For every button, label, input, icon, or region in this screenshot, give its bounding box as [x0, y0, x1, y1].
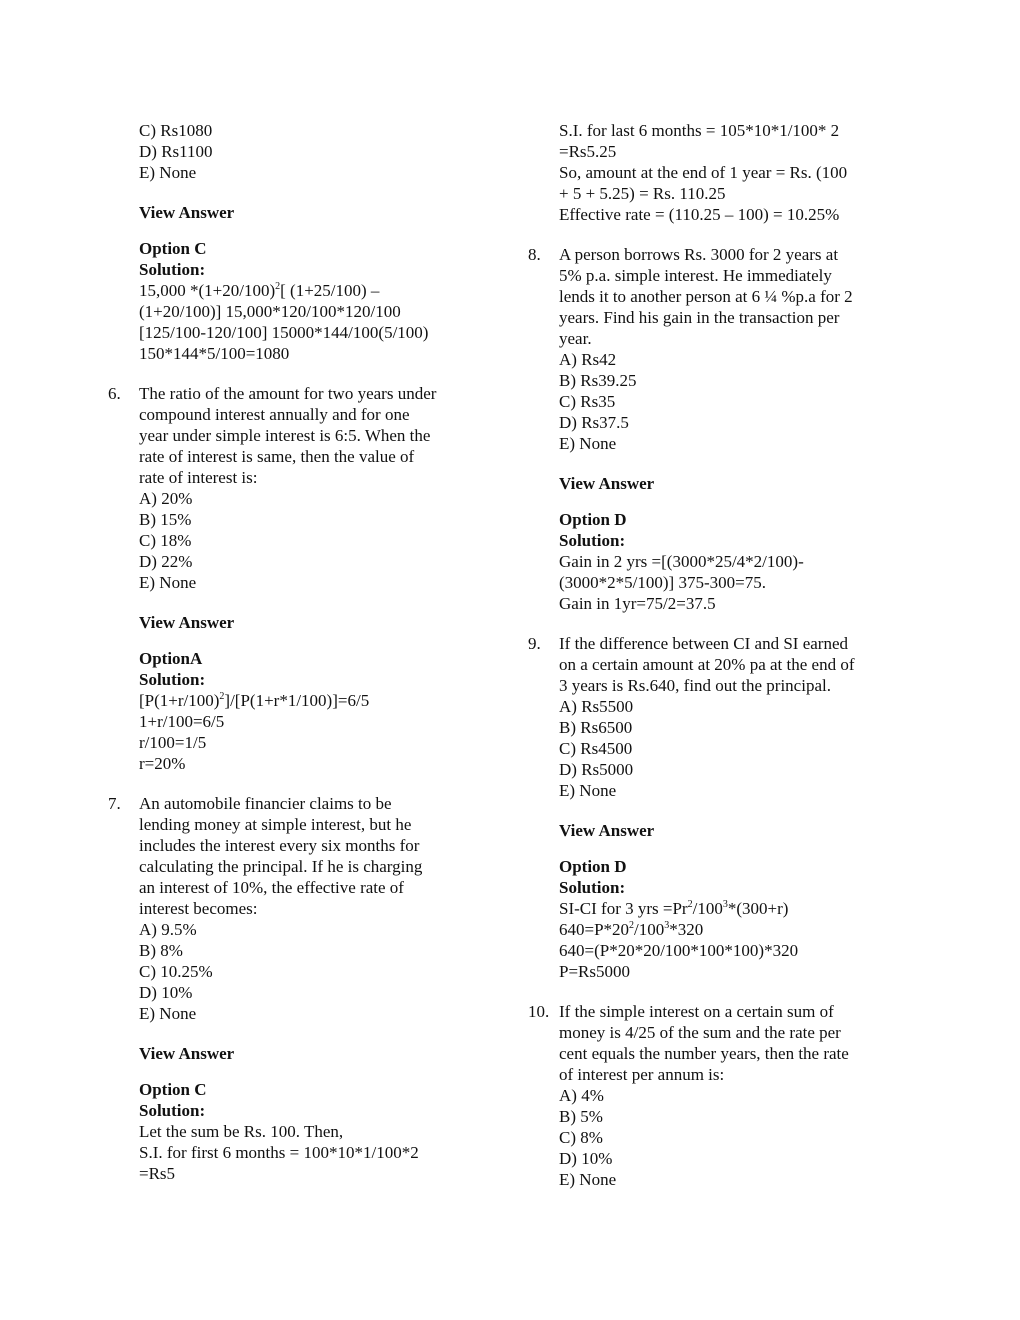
q6-solution-line-4: r=20% — [139, 754, 186, 773]
question-8 — [528, 244, 908, 454]
q5-solution-line-3: [125/100-120/100] 15000*144/100(5/100) — [139, 323, 429, 342]
q10-question-line-4: of interest per annum is: — [559, 1065, 725, 1084]
q10-option-a: A) 4% — [559, 1086, 604, 1105]
q9-solution-line-1: SI-CI for 3 yrs $=Pr^2/100^3*(300+r)$ — [559, 899, 789, 918]
q9-solution-line-3: 640=(P*20*20/100*100*100)*320 — [559, 941, 799, 960]
q10-option-d: D) 10% — [559, 1149, 613, 1168]
q9-question-line-2: on a certain amount at 20% pa at the end of — [559, 655, 855, 674]
q6-question-line-5: rate of interest is: — [139, 468, 258, 487]
q8-number: 8. — [528, 245, 541, 264]
q10-question-line-1: 10. If the simple interest on a certain sum of — [528, 1002, 834, 1021]
question-7 — [108, 793, 478, 1024]
q9-option-c: C) Rs4500 — [559, 739, 633, 758]
q6-solution — [108, 648, 478, 774]
left-column — [108, 120, 478, 1184]
q6-question-line-1: 6. The ratio of the amount for two years under — [108, 384, 437, 403]
q10-option-e: E) None — [559, 1170, 617, 1189]
q9-option-d: D) Rs5000 — [559, 760, 634, 779]
q7-question-line-5: an interest of 10%, the effective rate of — [139, 878, 404, 897]
q5-answer: Option C — [139, 239, 207, 258]
q9-solution — [528, 856, 908, 982]
q6-solution-label: Solution: — [139, 670, 206, 689]
q8-option-c: C) Rs35 — [559, 392, 616, 411]
q6-option-c: C) 18% — [139, 531, 192, 550]
q9-question-line-3: 3 years is Rs.640, find out the principal. — [559, 676, 831, 695]
q7-solution-line-1: Let the sum be Rs. 100. Then, — [139, 1122, 344, 1141]
q9-solution-line-2: $640=P*20^2/100^3*320$ — [559, 920, 704, 939]
q8-solution-label: Solution: — [559, 531, 626, 550]
q9-question-line-1: 9. If the difference between CI and SI earned — [528, 634, 849, 653]
q5-solution-line-4: 150*144*5/100=1080 — [139, 344, 290, 363]
q7-question-line-1: 7. An automobile financier claims to be — [108, 794, 392, 813]
q7-solution — [108, 1079, 478, 1184]
q7-solution-line-5: =Rs5.25 — [559, 142, 617, 161]
q10-question-line-2: money is 4/25 of the sum and the rate per — [559, 1023, 841, 1042]
q7-solution-line-7: + 5 + 5.25) = Rs. 110.25 — [559, 184, 726, 203]
q7-option-a: A) 9.5% — [139, 920, 197, 939]
q8-answer: Option D — [559, 510, 627, 529]
q8-option-d: D) Rs37.5 — [559, 413, 629, 432]
q7-solution-line-8: Effective rate = (110.25 – 100) = 10.25% — [559, 205, 840, 224]
q6-question-line-4: rate of interest is same, then the value of — [139, 447, 415, 466]
q6-number: 6. — [108, 384, 121, 403]
q8-solution-line-2: (3000*2*5/100)] 375-300=75. — [559, 573, 766, 592]
q7-option-d: D) 10% — [139, 983, 193, 1002]
q7-solution-continued — [528, 120, 908, 225]
q5-solution-line-1: 15,000 $*(1+20/100)^2$[ (1+25/100) – — [139, 281, 380, 300]
q7-number: 7. — [108, 794, 121, 813]
q8-option-b: B) Rs39.25 — [559, 371, 637, 390]
q5-view-answer-link[interactable]: View Answer — [139, 203, 235, 222]
q7-solution-label: Solution: — [139, 1101, 206, 1120]
q7-question-line-4: calculating the principal. If he is charging — [139, 857, 423, 876]
q6-solution-line-1: $[P(1+r/100)^2]/[P(1+r*1/100)]=6/5$ — [139, 691, 370, 710]
q7-solution-line-2: S.I. for first 6 months = 100*10*1/100*2 — [139, 1143, 419, 1162]
q8-question-line-3: lends it to another person at 6 ¼ %p.a for 2 — [559, 287, 853, 306]
q6-option-b: B) 15% — [139, 510, 192, 529]
q5-option-d: D) Rs1100 — [139, 142, 213, 161]
q8-question-line-1: 8. A person borrows Rs. 3000 for 2 years at — [528, 245, 839, 264]
q9-answer: Option D — [559, 857, 627, 876]
q7-answer: Option C — [139, 1080, 207, 1099]
q7-solution-line-6: So, amount at the end of 1 year = Rs. (100 — [559, 163, 848, 182]
q5-options — [108, 120, 478, 183]
q7-solution-line-4: S.I. for last 6 months = 105*10*1/100* 2 — [559, 121, 840, 140]
q8-solution-line-3: Gain in 1yr=75/2=37.5 — [559, 594, 716, 613]
q6-option-d: D) 22% — [139, 552, 193, 571]
q9-option-a: A) Rs5500 — [559, 697, 634, 716]
q8-question-line-5: year. — [559, 329, 592, 348]
q5-solution — [108, 238, 478, 364]
q6-option-e: E) None — [139, 573, 197, 592]
q10-option-b: B) 5% — [559, 1107, 603, 1126]
q5-solution-label: Solution: — [139, 260, 206, 279]
q8-question-line-2: 5% p.a. simple interest. He immediately — [559, 266, 832, 285]
q5-option-c: C) Rs1080 — [139, 121, 213, 140]
right-column — [528, 120, 908, 1190]
q8-solution — [528, 509, 908, 614]
q9-view-answer-link[interactable]: View Answer — [559, 821, 655, 840]
q7-solution-line-3: =Rs5 — [139, 1164, 176, 1183]
q10-option-c: C) 8% — [559, 1128, 603, 1147]
q6-question-line-3: year under simple interest is 6:5. When the — [139, 426, 431, 445]
q6-question-line-2: compound interest annually and for one — [139, 405, 410, 424]
q8-option-a: A) Rs42 — [559, 350, 617, 369]
q5-option-e: E) None — [139, 163, 197, 182]
q6-option-a: A) 20% — [139, 489, 193, 508]
q8-view-answer-link[interactable]: View Answer — [559, 474, 655, 493]
q6-solution-line-2: 1+r/100=6/5 — [139, 712, 225, 731]
question-9 — [528, 633, 908, 801]
q6-view-answer-link[interactable]: View Answer — [139, 613, 235, 632]
q9-option-e: E) None — [559, 781, 617, 800]
q7-question-line-3: includes the interest every six months for — [139, 836, 420, 855]
q5-solution-line-2: (1+20/100)] 15,000*120/100*120/100 — [139, 302, 401, 321]
q7-question-line-6: interest becomes: — [139, 899, 258, 918]
q7-view-answer-link[interactable]: View Answer — [139, 1044, 235, 1063]
q9-solution-line-4: P=Rs5000 — [559, 962, 630, 981]
q8-option-e: E) None — [559, 434, 617, 453]
q9-number: 9. — [528, 634, 541, 653]
q7-question-line-2: lending money at simple interest, but he — [139, 815, 412, 834]
q6-solution-line-3: r/100=1/5 — [139, 733, 207, 752]
q7-option-c: C) 10.25% — [139, 962, 213, 981]
q10-number: 10. — [528, 1002, 550, 1021]
question-6 — [108, 383, 478, 593]
q8-question-line-4: years. Find his gain in the transaction per — [559, 308, 840, 327]
q9-solution-label: Solution: — [559, 878, 626, 897]
q7-option-b: B) 8% — [139, 941, 183, 960]
q7-option-e: E) None — [139, 1004, 197, 1023]
q10-question-line-3: cent equals the number years, then the rate — [559, 1044, 849, 1063]
question-10 — [528, 1001, 908, 1190]
q8-solution-line-1: Gain in 2 yrs =[(3000*25/4*2/100)- — [559, 552, 804, 571]
q6-answer: OptionA — [139, 649, 203, 668]
q9-option-b: B) Rs6500 — [559, 718, 633, 737]
